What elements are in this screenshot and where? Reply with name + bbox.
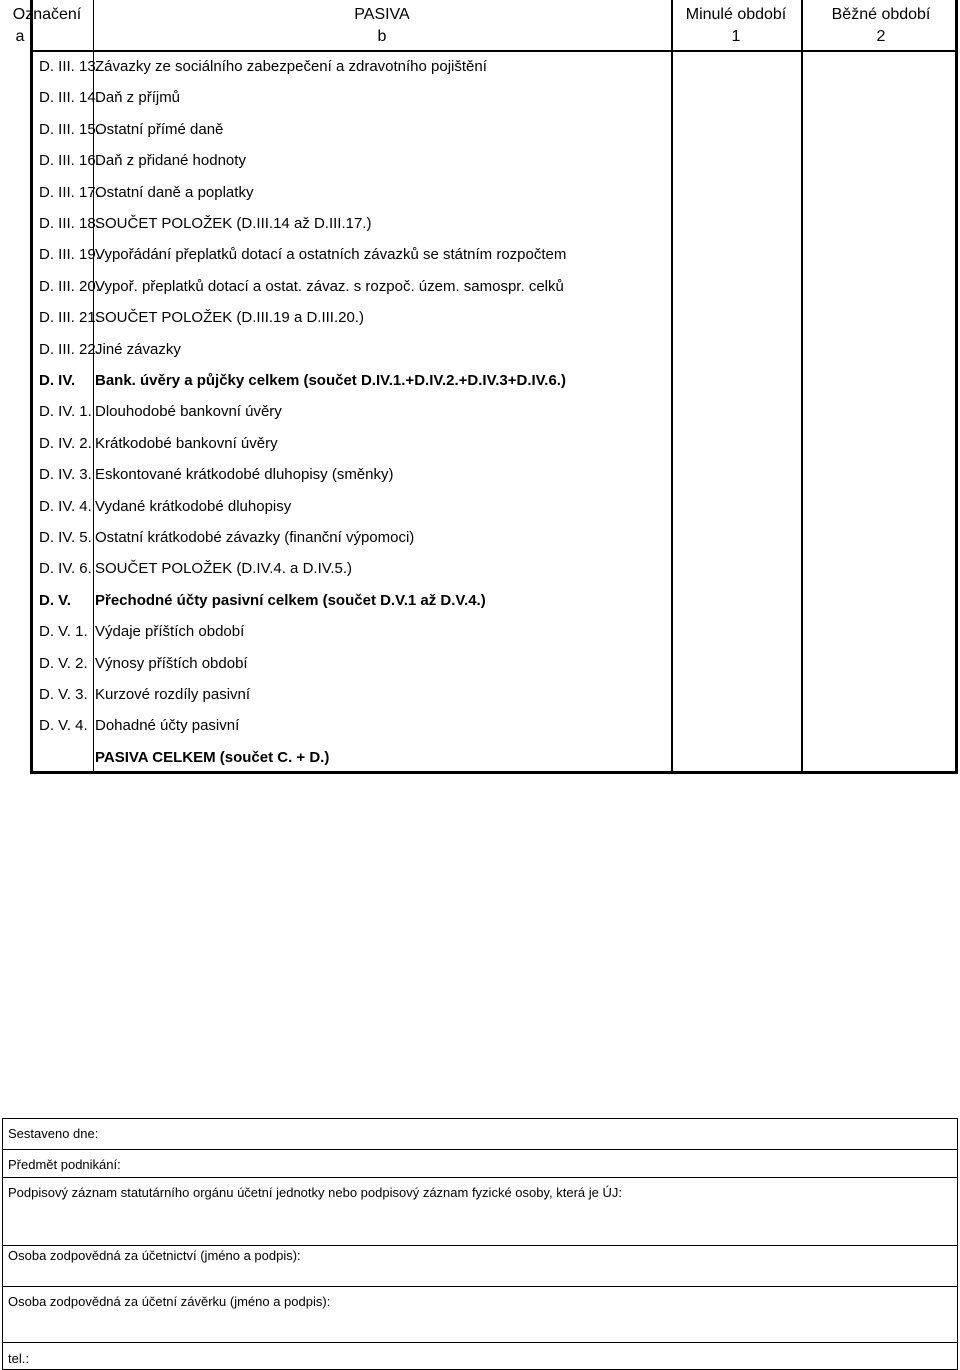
row-code: D. V. (39, 591, 71, 609)
row-code: D. IV. 2. (39, 434, 92, 452)
previous-period-cell[interactable] (673, 239, 801, 270)
previous-period-cell[interactable] (673, 585, 801, 616)
current-period-cell[interactable] (803, 522, 958, 553)
phone-label: tel.: (8, 1351, 29, 1366)
table-row (33, 742, 958, 773)
row-label: Krátkodobé bankovní úvěry (95, 434, 278, 452)
previous-period-cell[interactable] (673, 553, 801, 584)
previous-period-cell[interactable] (673, 396, 801, 427)
table-row (33, 648, 958, 679)
table-row (33, 428, 958, 459)
table-row (33, 177, 958, 208)
current-period-cell[interactable] (803, 365, 958, 396)
previous-period-cell[interactable] (673, 428, 801, 459)
compiled-date-label: Sestaveno dne: (8, 1126, 99, 1141)
row-code: D. III. 14. (39, 89, 100, 107)
row-code: D. III. 19. (39, 246, 100, 264)
header-designation-sub: a (15, 28, 25, 45)
row-label: Přechodné účty pasivní celkem (součet D.V.1 až D.V.4.) (95, 591, 486, 609)
table-row (33, 208, 958, 239)
business-subject-field[interactable] (2, 1149, 958, 1177)
row-label: Vypořádání přeplatků dotací a ostatních závazků se státním rozpočtem (95, 246, 567, 264)
signature-footer (0, 1118, 960, 1369)
table-row (33, 553, 958, 584)
row-code: D. III. 22. (39, 340, 100, 358)
row-label: Dohadné účty pasivní (95, 717, 240, 735)
previous-period-cell[interactable] (673, 334, 801, 365)
row-code: D. V. 1. (39, 623, 88, 641)
table-row (33, 616, 958, 647)
header-current-period-sub: 2 (876, 28, 886, 45)
row-code: D. IV. 3. (39, 466, 92, 484)
previous-period-cell[interactable] (673, 742, 801, 773)
current-period-cell[interactable] (803, 271, 958, 302)
closing-responsible-field[interactable] (2, 1286, 958, 1342)
previous-period-cell[interactable] (673, 459, 801, 490)
header-current-period: Běžné období (831, 6, 931, 23)
header-designation: Označení (12, 6, 82, 23)
row-label: Kurzové rozdíly pasivní (95, 686, 251, 703)
current-period-cell[interactable] (803, 51, 958, 82)
current-period-cell[interactable] (803, 208, 958, 239)
closing-responsible-label: Osoba zodpovědná za účetní závěrku (jméno a podpis): (8, 1294, 331, 1309)
row-label: Ostatní daně a poplatky (95, 183, 254, 201)
current-period-cell[interactable] (803, 334, 958, 365)
previous-period-cell[interactable] (673, 491, 801, 522)
table-row (33, 585, 958, 616)
table-row (33, 271, 958, 302)
table-row (33, 239, 958, 270)
table-row (33, 51, 958, 82)
row-label: Bank. úvěry a půjčky celkem (součet D.IV.1.+D.IV.2.+D.IV.3+D.IV.6.) (95, 372, 566, 389)
previous-period-cell[interactable] (673, 145, 801, 176)
current-period-cell[interactable] (803, 585, 958, 616)
phone-field[interactable] (2, 1342, 958, 1369)
row-code: D. IV. 1. (39, 403, 92, 421)
row-code: D. IV. 5. (39, 529, 92, 546)
row-label: Daň z příjmů (95, 89, 181, 107)
row-code: D. III. 15. (39, 120, 100, 138)
row-label: Daň z přidané hodnoty (95, 152, 246, 170)
table-row (33, 459, 958, 490)
row-label: SOUČET POLOŽEK (D.IV.4. a D.IV.5.) (95, 560, 353, 578)
previous-period-cell[interactable] (673, 648, 801, 679)
row-label: Jiné závazky (95, 340, 181, 358)
current-period-cell[interactable] (803, 177, 958, 208)
current-period-cell[interactable] (803, 114, 958, 145)
current-period-cell[interactable] (803, 616, 958, 647)
table-row (33, 710, 958, 741)
previous-period-cell[interactable] (673, 302, 801, 333)
previous-period-cell[interactable] (673, 177, 801, 208)
row-code: D. III. 16. (39, 152, 100, 170)
previous-period-cell[interactable] (673, 82, 801, 113)
header-liabilities-sub: b (377, 28, 387, 45)
row-code: D. V. 3. (39, 686, 88, 703)
previous-period-cell[interactable] (673, 710, 801, 741)
row-code: D. V. 2. (39, 654, 88, 672)
accountant-field[interactable] (2, 1245, 958, 1286)
previous-period-cell[interactable] (673, 208, 801, 239)
current-period-cell[interactable] (803, 742, 958, 773)
table-row (33, 114, 958, 145)
table-row (33, 522, 958, 553)
current-period-cell[interactable] (803, 710, 958, 741)
accountant-label: Osoba zodpovědná za účetnictví (jméno a podpis): (8, 1248, 301, 1263)
table-row (33, 145, 958, 176)
row-label: SOUČET POLOŽEK (D.III.14 až D.III.17.) (95, 215, 372, 232)
previous-period-cell[interactable] (673, 616, 801, 647)
current-period-cell[interactable] (803, 679, 958, 710)
previous-period-cell[interactable] (673, 679, 801, 710)
row-code: D. III. 17. (39, 183, 100, 201)
previous-period-cell[interactable] (673, 522, 801, 553)
row-label: Vydané krátkodobé dluhopisy (95, 497, 292, 515)
row-label: Ostatní přímé daně (95, 120, 224, 138)
current-period-cell[interactable] (803, 239, 958, 270)
row-label: Závazky ze sociálního zabezpečení a zdravotního pojištění (95, 58, 487, 75)
compiled-date-field[interactable] (2, 1118, 958, 1149)
row-code: D. III. 21. (39, 309, 100, 327)
current-period-cell[interactable] (803, 145, 958, 176)
current-period-cell[interactable] (803, 302, 958, 333)
statutory-signature-field[interactable] (2, 1177, 958, 1245)
row-code: D. IV. 6. (39, 560, 92, 578)
row-code: D. V. 4. (39, 717, 88, 735)
row-label: Vypoř. přeplatků dotací a ostat. závaz. s rozpoč. územ. samospr. celků (95, 277, 564, 295)
row-code: D. III. 18. (39, 215, 100, 232)
header-previous-period-sub: 1 (731, 28, 741, 45)
header-previous-period: Minulé období (685, 6, 787, 23)
table-row (33, 302, 958, 333)
previous-period-cell[interactable] (673, 365, 801, 396)
row-label: PASIVA CELKEM (součet C. + D.) (95, 748, 330, 766)
table-row (33, 334, 958, 365)
row-code: D. III. 13. (39, 58, 100, 75)
current-period-cell[interactable] (803, 553, 958, 584)
row-label: SOUČET POLOŽEK (D.III.19 a D.III.20.) (95, 309, 364, 327)
balance-sheet-table (12, 0, 958, 774)
row-code: D. IV. 4. (39, 497, 92, 515)
current-period-cell[interactable] (803, 396, 958, 427)
row-label: Výdaje příštích období (95, 623, 245, 641)
current-period-cell[interactable] (803, 648, 958, 679)
header-liabilities: PASIVA (354, 6, 410, 23)
table-row (33, 491, 958, 522)
previous-period-cell[interactable] (673, 51, 801, 82)
table-row (33, 82, 958, 113)
current-period-cell[interactable] (803, 82, 958, 113)
previous-period-cell[interactable] (673, 114, 801, 145)
business-subject-label: Předmět podnikání: (8, 1157, 121, 1172)
current-period-cell[interactable] (803, 459, 958, 490)
row-code: D. IV. (39, 372, 76, 389)
statutory-signature-label: Podpisový záznam statutárního orgánu účetní jednotky nebo podpisový záznam fyzické osoby, která je ÚJ: (8, 1185, 622, 1200)
row-label: Ostatní krátkodobé závazky (finanční výpomoci) (95, 529, 415, 546)
row-label: Dlouhodobé bankovní úvěry (95, 403, 282, 421)
previous-period-cell[interactable] (673, 271, 801, 302)
row-code: D. III. 20. (39, 277, 100, 295)
row-label: Výnosy příštích období (95, 654, 248, 672)
table-row (33, 396, 958, 427)
current-period-cell[interactable] (803, 428, 958, 459)
row-label: Eskontované krátkodobé dluhopisy (směnky) (95, 466, 394, 484)
table-row (33, 365, 958, 396)
current-period-cell[interactable] (803, 491, 958, 522)
table-row (33, 679, 958, 710)
